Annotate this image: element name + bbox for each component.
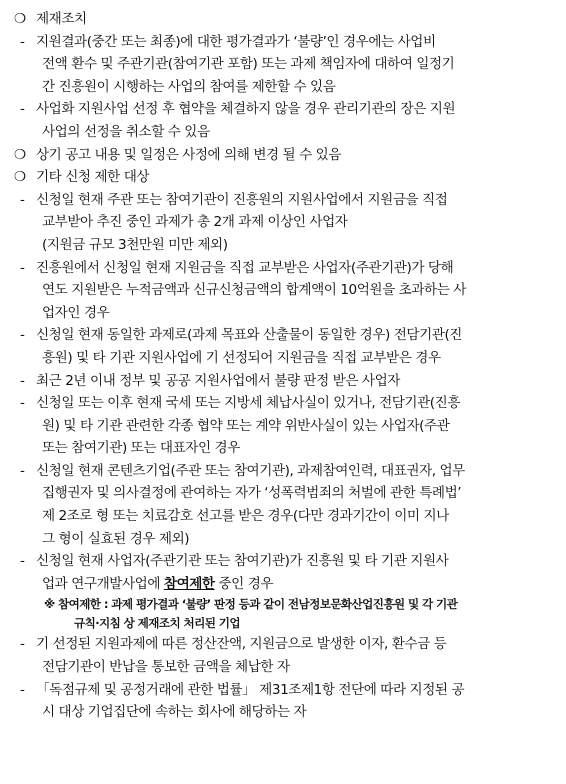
bullet-line: - 진흥원에서 신청일 현재 지원금을 직접 교부받은 사업자(주관기관)가 당해 <box>12 257 554 280</box>
bullet-continuation: 시 대상 기업집단에 속하는 회사에 해당하는 자 <box>42 704 307 721</box>
footnote-line: ※ 참여제한 : 과제 평가결과 ‘불량’ 판정 등과 같이 전남정보문화산업진흥원 및 각 기관 <box>12 595 554 614</box>
bullet-continuation: 업자인 경우 <box>42 304 110 321</box>
bullet-continuation: 사업의 선정을 취소할 수 있음 <box>42 123 210 140</box>
bullet-continuation: (지원금 규모 3천만원 미만 제외) <box>42 236 228 253</box>
dash-bullet: - <box>20 33 25 50</box>
bullet-line: - 기 선정된 지원과제에 따른 정산잔액, 지원금으로 발생한 이자, 환수금 등 <box>12 633 554 656</box>
bullet-continuation: 전담기관이 반납을 통보한 금액을 체납한 자 <box>42 659 290 676</box>
bullet-line: - 지원결과(중간 또는 최종)에 대한 평가결과가 ‘불량’인 경우에는 사업비 <box>12 31 554 54</box>
dash-bullet: - <box>20 372 25 389</box>
emphasis-participation-restriction: 참여제한 <box>163 575 215 592</box>
bullet-line: - 신청일 현재 사업자(주관기관 또는 참여기관)가 진흥원 및 타 기관 지원사 <box>12 550 554 573</box>
dash-bullet: - <box>20 259 25 276</box>
dash-bullet: - <box>20 462 25 479</box>
section-heading-notice-change: ❍ 상기 공고 내용 및 일정은 사정에 의해 변경 될 수 있음 <box>12 144 554 167</box>
bullet-continuation: 그 형이 실효된 경우 제외) <box>42 530 190 547</box>
bullet-continuation: 또는 참여기관) 또는 대표자인 경우 <box>42 440 240 457</box>
bullet-continuation: 흥원) 및 타 기관 지원사업에 기 선정되어 지원금을 직접 교부받은 경우 <box>42 349 441 366</box>
bullet-continuation: 업과 연구개발사업에 참여제한 중인 경우 <box>42 575 274 592</box>
bullet-continuation: 연도 지원받은 누적금액과 신규신청금액의 합계액이 10억원을 초과하는 사 <box>42 282 466 299</box>
bullet-continuation: 교부받아 추진 중인 과제가 총 2개 과제 이상인 사업자 <box>42 214 348 231</box>
section-heading-restrictions: ❍ 기타 신청 제한 대상 <box>12 166 554 189</box>
bullet-line: - 사업화 지원사업 선정 후 협약을 체결하지 않을 경우 관리기관의 장은 지원 <box>12 98 554 121</box>
dash-bullet: - <box>20 395 25 412</box>
section-heading-sanctions: ❍ 제재조치 <box>12 8 554 31</box>
dash-bullet: - <box>20 681 25 698</box>
bullet-continuation: 간 진흥원이 시행하는 사업의 참여를 제한할 수 있음 <box>42 78 336 95</box>
bullet-line: - 신청일 현재 콘텐츠기업(주관 또는 참여기관), 과제참여인력, 대표권자, 업무 <box>12 460 554 483</box>
bullet-line: - 신청일 현재 주관 또는 참여기관이 진흥원의 지원사업에서 지원금을 직접 <box>12 189 554 212</box>
bullet-continuation: 제 2조로 형 또는 치료감호 선고를 받은 경우(다만 경과기간이 이미 지나 <box>42 508 449 525</box>
bullet-line: - 「독점규제 및 공정거래에 관한 법률」 제31조제1항 전단에 따라 지정된 공 <box>12 679 554 702</box>
circle-bullet-icon: ❍ <box>14 169 26 186</box>
dash-bullet: - <box>20 327 25 344</box>
dash-bullet: - <box>20 636 25 653</box>
bullet-continuation: 원) 및 타 기관 관련한 각종 협약 또는 계약 위반사실이 있는 사업자(주관 <box>42 417 450 434</box>
bullet-continuation: 전액 환수 및 주관기관(참여기관 포함) 또는 과제 책임자에 대하여 일정기 <box>42 56 455 73</box>
circle-bullet-icon: ❍ <box>14 11 26 27</box>
dash-bullet: - <box>20 553 25 570</box>
footnote-continuation: 규칙·지침 상 제재조치 처리된 기업 <box>74 616 240 631</box>
circle-bullet-icon: ❍ <box>14 146 26 163</box>
bullet-line: - 최근 2년 이내 정부 및 공공 지원사업에서 불량 판정 받은 사업자 <box>12 370 554 393</box>
reference-mark: ※ <box>44 597 55 612</box>
bullet-line: - 신청일 현재 동일한 과제로(과제 목표와 산출물이 동일한 경우) 전담기관(진 <box>12 324 554 347</box>
bullet-line: - 신청일 또는 이후 현재 국세 또는 지방세 체납사실이 있거나, 전담기관(진흥 <box>12 392 554 415</box>
dash-bullet: - <box>20 101 25 118</box>
dash-bullet: - <box>20 191 25 208</box>
bullet-continuation: 집행권자 및 의사결정에 관여하는 자가 ‘성폭력범죄의 처벌에 관한 특례법’ <box>42 485 462 502</box>
